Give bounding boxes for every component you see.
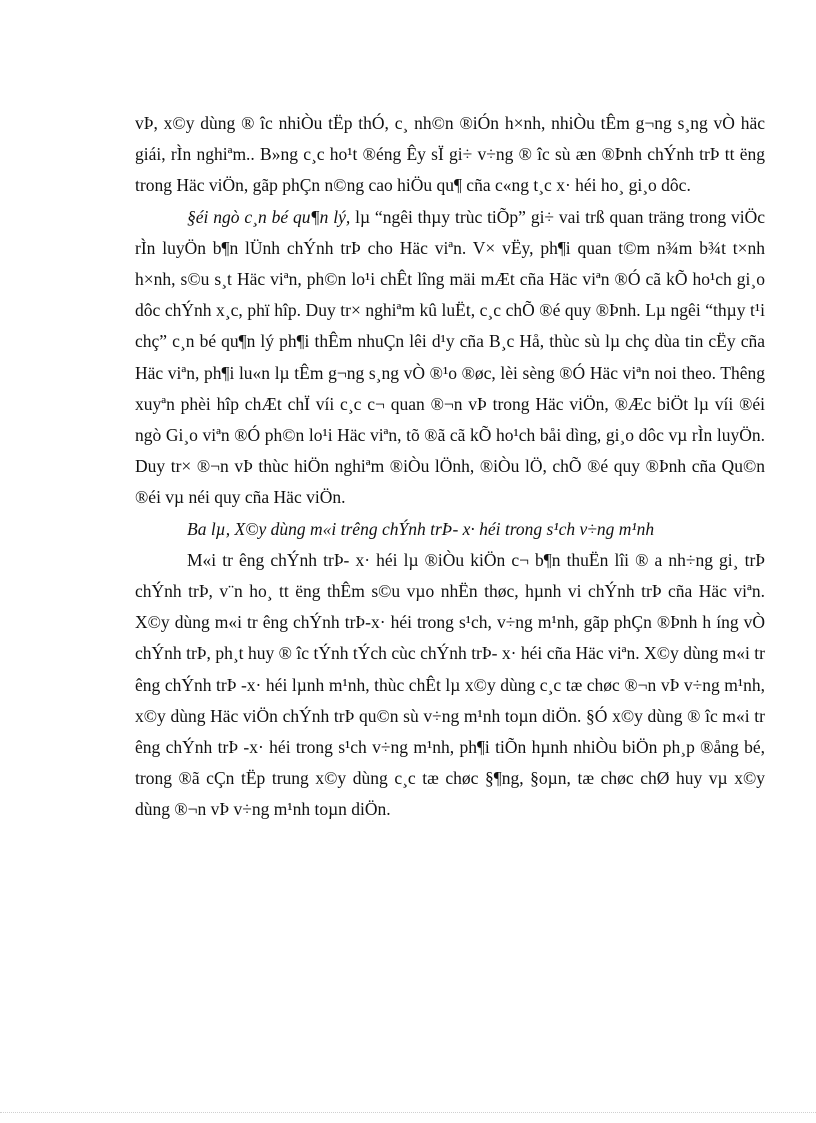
paragraph-1-text: vÞ, x©y dùng ® îc nhiÒu tËp thÓ, c¸ nh©n ®iÓn h×nh, nhiÒu tÊm g¬ng s¸ng vÒ häc giái, rÌn nghiªm.. B»ng c¸c ho¹t ®éng Êy sÏ gi÷ v÷ng ® îc sù æn ®Þnh chÝnh trÞ tt ëng trong Häc viÖn, gãp phÇn n©ng cao hiÖu qu¶ cña c«ng t¸c x· héi ho¸ gi¸o dôc. bbox=[135, 113, 765, 196]
paragraph-3-text: M«i tr êng chÝnh trÞ- x· héi lµ ®iÒu kiÖn c¬ b¶n thuËn lîi ® a nh÷ng gi¸ trÞ chÝnh trÞ, v¨n ho¸ tt ëng thÊm s©u vµo nhËn thøc, hµnh vi chÝnh trÞ cña Häc viªn. X©y dùng m«i tr êng chÝnh trÞ-x· héi trong s¹ch, v÷ng m¹nh, gãp phÇn ®Þnh h íng vÒ chÝnh trÞ, ph¸t huy ® îc tÝnh tÝch cùc chÝnh trÞ- x· héi cña Häc viªn. X©y dùng m«i tr êng chÝnh trÞ -x· héi lµnh m¹nh, thùc chÊt lµ x©y dùng c¸c tæ chøc ®¬n vÞ v÷ng m¹nh, x©y dùng Häc viÖn chÝnh trÞ qu©n sù v÷ng m¹nh toµn diÖn. §Ó x©y dùng ® îc m«i tr êng chÝnh trÞ -x· héi trong s¹ch v÷ng m¹nh, ph¶i tiÕn hµnh nhiÒu biÖn ph¸p ®ång bé, trong ®ã cÇn tËp trung x©y dùng c¸c tæ chøc §¶ng, §oµn, tæ chøc chØ huy vµ x©y dùng ®¬n vÞ v÷ng m¹nh toµn diÖn. bbox=[135, 549, 765, 820]
paragraph-3 bbox=[135, 545, 765, 826]
paragraph-2-text: lµ “ngêi thµy trùc tiÕp” gi÷ vai trß quan träng trong viÖc rÌn luyÖn b¶n lÜnh chÝnh trÞ cho Häc viªn. V× vËy, ph¶i quan t©m n¾m b¾t t×nh h×nh, s©u s¸t Häc viªn, ph©n lo¹i chÊt lîng mäi mÆt cña Häc viªn ®Ó cã kÕ ho¹ch gi¸o dôc chÝnh x¸c, phï hîp. Duy tr× nghiªm kû luËt, c¸c chÕ ®é quy ®Þnh. Lµ ngêi “thµy t¹i chç” c¸n bé qu¶n lý ph¶i thÊm nhuÇn lêi d¹y cña B¸c Hå, thùc sù lµ chç dùa tin cËy cña Häc viªn, ph¶i lu«n lµ tÊm g¬ng s¸ng vÒ ®¹o ®øc, lèi sèng ®Ó Häc viªn noi theo. Thêng xuyªn phèi hîp chÆt chÏ víi c¸c c¬ quan ®¬n vÞ trong Häc viÖn, ®Æc biÖt lµ víi ®éi ngò Gi¸o viªn ®Ó ph©n lo¹i Häc viªn, tõ ®ã cã kÕ ho¹ch båi dìng, gi¸o dôc vµ rÌn luyÖn. Duy tr× ®¬n vÞ thùc hiÖn nghiªm ®iÒu lÖnh, ®iÒu lÖ, chÕ ®é quy ®Þnh cña Qu©n ®éi vµ néi quy cña Häc viÖn. bbox=[135, 206, 765, 508]
paragraph-1 bbox=[135, 108, 765, 202]
body-text bbox=[135, 108, 765, 826]
paragraph-2-italic-lead: §éi ngò c¸n bé qu¶n lý, bbox=[187, 206, 356, 227]
section-heading-text: Ba lµ, X©y dùng m«i trêng chÝnh trÞ- x· héi trong s¹ch v÷ng m¹nh bbox=[187, 518, 655, 539]
page-bottom-divider bbox=[0, 1112, 816, 1113]
paragraph-2 bbox=[135, 202, 765, 514]
section-heading-ba-la bbox=[135, 514, 765, 545]
